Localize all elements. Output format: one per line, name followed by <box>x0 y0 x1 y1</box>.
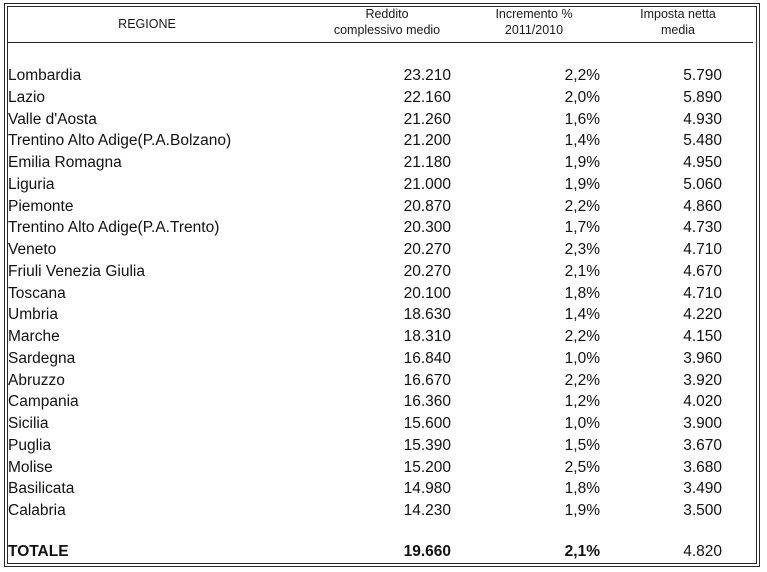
header-incremento-line2: 2011/2010 <box>504 23 564 37</box>
header-incremento-line1: Incremento % <box>495 7 573 21</box>
cell-reddito: 20.100 <box>403 284 451 302</box>
cell-incremento: 2,0% <box>564 88 600 106</box>
cell-imposta: 4.930 <box>683 110 722 128</box>
cell-regione: Emilia Romagna <box>8 154 122 171</box>
cell-imposta: 3.960 <box>683 349 722 367</box>
cell-incremento: 2,5% <box>564 458 600 476</box>
cell-incremento: 2,3% <box>564 241 600 258</box>
cell-incremento: 2,2% <box>564 328 600 345</box>
cell-incremento: 1,4% <box>564 132 600 150</box>
table-row <box>7 348 753 370</box>
cell-regione: Toscana <box>8 284 66 302</box>
table-row <box>7 239 753 261</box>
cell-imposta: 4.860 <box>683 197 722 215</box>
cell-reddito: 20.270 <box>403 262 451 280</box>
cell-regione: Lazio <box>8 88 46 106</box>
cell-imposta: 4.710 <box>683 284 722 302</box>
cell-regione: Abruzzo <box>8 371 65 389</box>
header-reddito-line1: Reddito <box>365 7 409 21</box>
cell-incremento: 1,5% <box>564 436 600 454</box>
cell-reddito: 14.980 <box>403 480 451 498</box>
table-row <box>7 391 753 413</box>
table-row <box>7 478 753 500</box>
cell-imposta: 3.900 <box>683 415 722 432</box>
table-row <box>7 435 753 457</box>
cell-regione: Umbria <box>8 306 58 324</box>
header-divider <box>7 42 753 43</box>
cell-imposta: 5.790 <box>683 67 722 84</box>
table-row <box>7 196 753 218</box>
table-row <box>7 326 753 348</box>
cell-imposta: 5.890 <box>683 88 722 106</box>
cell-regione: Liguria <box>8 175 55 193</box>
cell-imposta: 4.730 <box>683 219 722 237</box>
cell-incremento: 1,0% <box>564 349 600 367</box>
cell-incremento: 1,2% <box>564 393 600 411</box>
cell-regione: Trentino Alto Adige(P.A.Trento) <box>8 219 220 237</box>
cell-regione: Sicilia <box>8 415 49 432</box>
cell-reddito: 18.630 <box>403 306 451 324</box>
cell-imposta: 4.150 <box>683 328 722 345</box>
cell-regione: Puglia <box>8 436 52 454</box>
cell-incremento: 1,8% <box>564 284 600 302</box>
header-imposta-line1: Imposta netta <box>640 7 716 21</box>
cell-reddito: 16.670 <box>403 371 451 389</box>
cell-imposta: 3.490 <box>683 480 722 498</box>
cell-imposta: 4.020 <box>683 393 722 411</box>
cell-reddito: 15.200 <box>403 458 451 476</box>
cell-incremento: 2,1% <box>564 262 600 280</box>
cell-reddito: 16.360 <box>403 393 451 411</box>
cell-incremento: 1,9% <box>564 175 600 193</box>
table-row <box>7 500 753 522</box>
cell-imposta: 3.500 <box>683 502 722 519</box>
header-regione-label: REGIONE <box>118 17 176 31</box>
table-body <box>7 65 753 522</box>
cell-reddito: 18.310 <box>403 328 451 345</box>
header-imposta-line2: media <box>660 23 696 37</box>
table-row <box>7 87 753 109</box>
cell-imposta: 4.710 <box>683 241 722 258</box>
header-imposta <box>603 6 753 38</box>
cell-reddito: 15.390 <box>403 436 451 454</box>
cell-reddito: 14.230 <box>403 502 451 519</box>
cell-reddito: 20.270 <box>403 241 451 258</box>
cell-regione: Piemonte <box>8 197 74 215</box>
cell-imposta: 3.920 <box>683 371 722 389</box>
cell-regione: Valle d'Aosta <box>8 110 97 128</box>
cell-regione: Veneto <box>8 241 57 258</box>
cell-reddito: 21.180 <box>403 154 451 171</box>
total-reddito: 19.660 <box>403 543 451 560</box>
total-row <box>7 541 753 563</box>
cell-regione: Basilicata <box>8 480 75 498</box>
cell-imposta: 5.480 <box>683 132 722 150</box>
cell-incremento: 1,8% <box>564 480 600 498</box>
cell-incremento: 1,4% <box>564 306 600 324</box>
cell-reddito: 21.200 <box>403 132 451 150</box>
cell-imposta: 5.060 <box>683 175 722 193</box>
table-row <box>7 283 753 305</box>
cell-reddito: 21.260 <box>403 110 451 128</box>
cell-incremento: 1,0% <box>564 415 600 432</box>
cell-reddito: 22.160 <box>403 88 451 106</box>
header-reddito-line2: complessivo medio <box>333 23 441 37</box>
cell-imposta: 3.680 <box>683 458 722 476</box>
table-row <box>7 457 753 479</box>
cell-incremento: 1,9% <box>564 154 600 171</box>
table-row <box>7 261 753 283</box>
table-row <box>7 65 753 87</box>
cell-regione: Trentino Alto Adige(P.A.Bolzano) <box>8 132 232 150</box>
cell-incremento: 1,7% <box>564 219 600 237</box>
cell-incremento: 2,2% <box>564 371 600 389</box>
header-incremento <box>469 6 599 38</box>
table-row <box>7 304 753 326</box>
cell-incremento: 1,6% <box>564 110 600 128</box>
table-row <box>7 174 753 196</box>
cell-regione: Sardegna <box>8 349 76 367</box>
cell-incremento: 2,2% <box>564 197 600 215</box>
header-regione <box>7 16 287 32</box>
cell-regione: Lombardia <box>8 67 82 84</box>
cell-imposta: 4.670 <box>683 262 722 280</box>
table-row <box>7 130 753 152</box>
cell-reddito: 20.300 <box>403 219 451 237</box>
cell-reddito: 15.600 <box>403 415 451 432</box>
cell-incremento: 2,2% <box>564 67 600 84</box>
cell-imposta: 4.220 <box>683 306 722 324</box>
cell-regione: Molise <box>8 458 53 476</box>
cell-regione: Campania <box>8 393 79 411</box>
table-row <box>7 152 753 174</box>
header-reddito <box>307 6 467 38</box>
total-imposta: 4.820 <box>683 543 722 560</box>
cell-reddito: 23.210 <box>403 67 451 84</box>
table-row <box>7 109 753 131</box>
cell-regione: Marche <box>8 328 60 345</box>
table-row <box>7 217 753 239</box>
table-row <box>7 413 753 435</box>
cell-reddito: 21.000 <box>403 175 451 193</box>
cell-imposta: 3.670 <box>683 436 722 454</box>
cell-reddito: 16.840 <box>403 349 451 367</box>
cell-incremento: 1,9% <box>564 502 600 519</box>
total-incremento: 2,1% <box>564 543 600 560</box>
table-row <box>7 370 753 392</box>
total-label: TOTALE <box>8 543 69 560</box>
cell-reddito: 20.870 <box>403 197 451 215</box>
cell-regione: Friuli Venezia Giulia <box>8 262 145 280</box>
cell-regione: Calabria <box>8 502 66 519</box>
cell-imposta: 4.950 <box>683 154 722 171</box>
table-header <box>7 6 752 42</box>
